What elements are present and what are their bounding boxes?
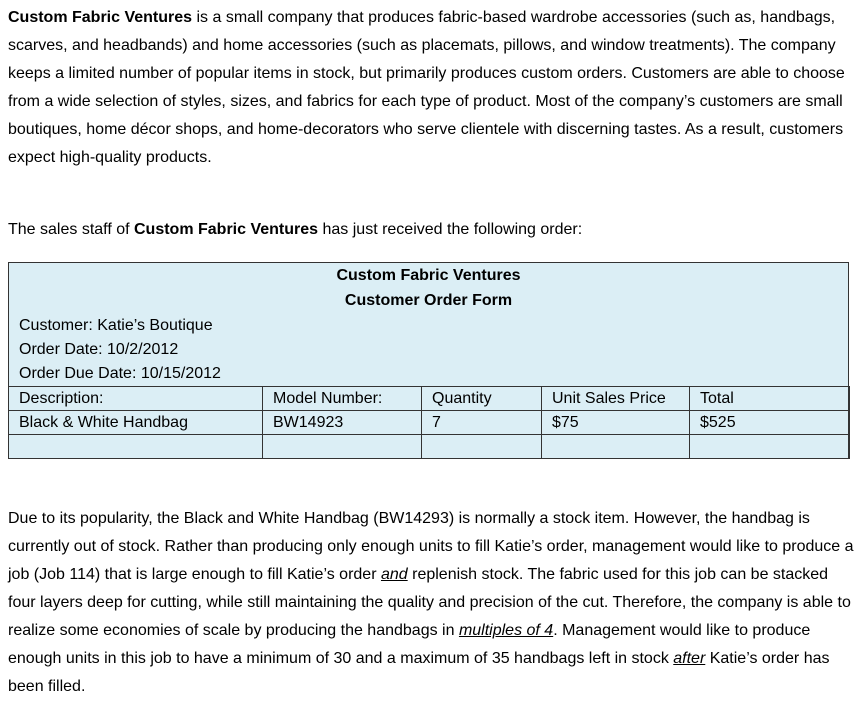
header-unit-price: Unit Sales Price xyxy=(542,387,690,411)
emphasis-multiples: multiples of 4 xyxy=(458,622,554,639)
closing-paragraph xyxy=(8,505,854,701)
header-description: Description: xyxy=(9,387,263,411)
due-date-field: Order Due Date: 10/15/2012 xyxy=(19,365,221,382)
form-company-title: Custom Fabric Ventures xyxy=(336,267,521,284)
cell-description: Black & White Handbag xyxy=(9,411,263,435)
header-quantity: Quantity xyxy=(422,387,542,411)
company-name: Custom Fabric Ventures xyxy=(8,9,193,26)
intro-paragraph xyxy=(8,4,854,172)
cell-model-number: BW14923 xyxy=(263,411,422,435)
table-empty-row xyxy=(9,435,850,459)
empty-cell xyxy=(690,435,850,459)
cell-unit-price: $75 xyxy=(542,411,690,435)
table-header-row xyxy=(9,387,850,411)
closing-text-4: Katie’s order has been filled. xyxy=(8,650,830,695)
closing-text-1: Due to its popularity, the Black and White Handbag (BW14293) is normally a stock item. However, the handbag is currently out of stock. Rather than producing only enough units to fill Katie’s order, management would like to produce a job (Job 114) that is large enough to fill Katie’s order xyxy=(8,510,854,583)
table-row xyxy=(9,411,850,435)
sales-line xyxy=(8,216,854,244)
empty-cell xyxy=(542,435,690,459)
company-name: Custom Fabric Ventures xyxy=(134,221,319,238)
intro-text: is a small company that produces fabric-based wardrobe accessories (such as, handbags, scarves, and headbands) and home accessories (such as placemats, pillows, and window treatments). The company keeps a limited number of popular items in stock, but primarily produces custom orders. Customers are able to choose from a wide selection of styles, sizes, and fabrics for each type of product. Most of the company’s customers are small boutiques, home décor shops, and home-decorators who serve clientele with discerning tastes. As a result, customers expect high-quality products. xyxy=(8,9,845,166)
emphasis-and: and xyxy=(380,566,408,583)
empty-cell xyxy=(422,435,542,459)
empty-cell xyxy=(263,435,422,459)
closing-text-3: . Management would like to produce enough units in this job to have a minimum of 30 and a maximum of 35 handbags left in stock xyxy=(8,622,811,667)
order-table xyxy=(8,386,850,459)
sales-line-before: The sales staff of xyxy=(8,221,134,238)
emphasis-after: after xyxy=(673,650,706,667)
form-title: Customer Order Form xyxy=(344,292,513,309)
order-date-field: Order Date: 10/2/2012 xyxy=(19,341,179,358)
closing-text-2: replenish stock. The fabric used for this job can be stacked four layers deep for cutting, while still maintaining the quality and precision of the cut. Therefore, the company is able to realize some economies of scale by producing the handbags in xyxy=(8,566,851,639)
header-model-number: Model Number: xyxy=(263,387,422,411)
customer-field: Customer: Katie’s Boutique xyxy=(19,317,213,334)
cell-total: $525 xyxy=(690,411,850,435)
customer-order-form xyxy=(8,262,849,459)
header-total: Total xyxy=(690,387,850,411)
cell-quantity: 7 xyxy=(422,411,542,435)
sales-line-after: has just received the following order: xyxy=(318,221,583,238)
empty-cell xyxy=(9,435,263,459)
